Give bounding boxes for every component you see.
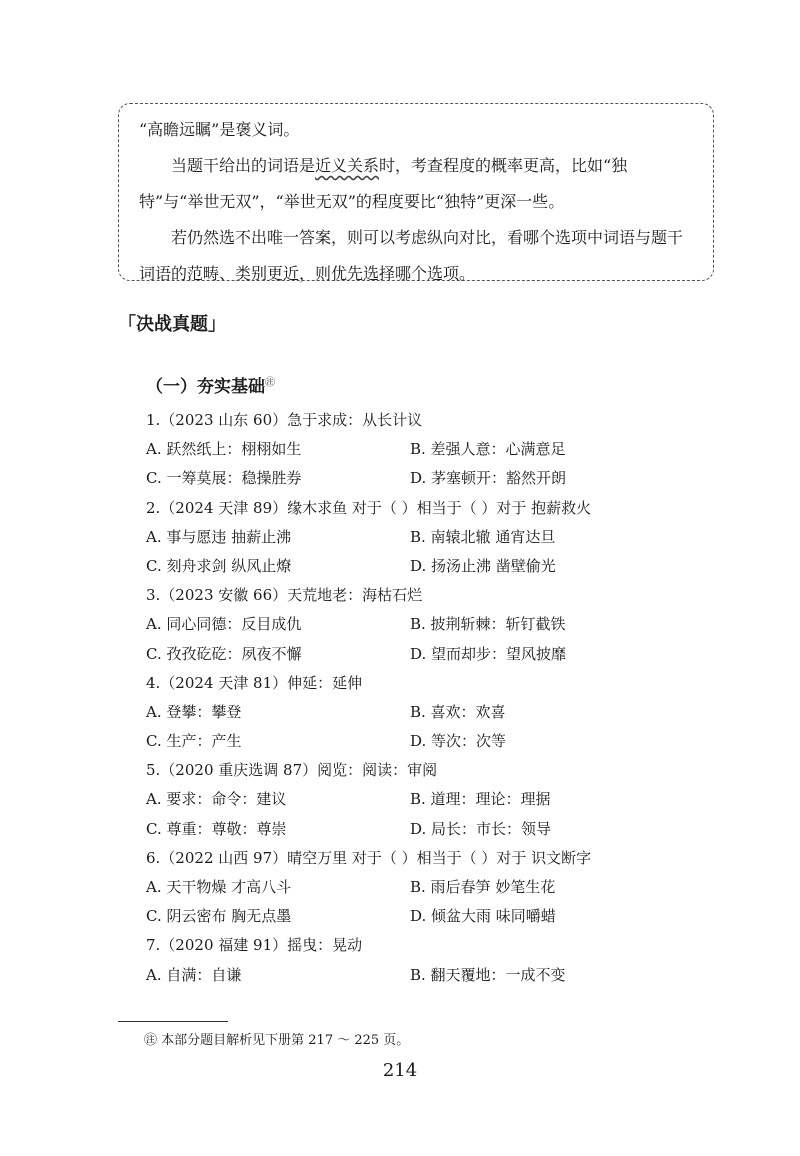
tip-paragraph-2 [139,148,691,220]
note-mark-icon: ㊟ [265,377,275,389]
tip-paragraph-1: “高瞻远瞩”是褒义词。 [139,120,300,139]
option-c: C. 孜孜矻矻：夙夜不懈 [146,644,302,663]
option-a: A. 自满：自谦 [146,965,242,984]
option-d: D. 望而却步：望风披靡 [410,644,567,663]
option-row [146,523,746,552]
question-stem: 1.（2023 山东 60）急于求成：从长计议 [146,411,423,429]
question-stem: 2.（2024 天津 89）缘木求鱼 对于（ ）相当于（ ）对于 抱薪救火 [146,498,592,517]
tip-emphasis: 近义关系 [315,156,380,175]
option-row [146,640,746,669]
question-list [146,406,746,990]
option-row [146,698,746,727]
subsection-title-text: （一）夯实基础 [146,377,265,397]
option-row [146,785,746,814]
section-title: 「决战真题」 [118,314,226,335]
option-a: A. 事与愿违 抽薪止沸 [146,527,292,546]
option-row [146,902,746,931]
question-stem: 7.（2020 福建 91）摇曳：晃动 [146,936,363,955]
page-number: 214 [382,1060,418,1081]
tip-paragraph-3: 若仍然选不出唯一答案，则可以考虑纵向对比，看哪个选项中词语与题干词语的范畴、类别更近，则优先选择哪个选项。 [139,228,684,283]
option-row [146,815,746,844]
footnote-text: 本部分题目解析见下册第 217 ～ 225 页。 [161,1033,410,1048]
tip-paragraph-2-suffix: 时，考查程度的概率更高，比如“独特”与“举世无双”，“举世无双”的程度要比“独特”更深一些。 [139,156,628,211]
option-row [146,873,746,902]
option-row [146,464,746,493]
option-b: B. 翻天覆地：一成不变 [410,965,566,984]
option-c: C. 一筹莫展：稳操胜券 [146,469,302,488]
option-d: D. 茅塞顿开：豁然开朗 [410,469,567,488]
option-row [146,727,746,756]
option-a: A. 登攀：攀登 [146,702,242,721]
option-row [146,435,746,464]
question-stem: 3.（2023 安徽 66）天荒地老：海枯石烂 [146,586,423,605]
question-stem: 6.（2022 山西 97）晴空万里 对于（ ）相当于（ ）对于 识文断字 [146,848,592,867]
option-b: B. 披荆斩棘：斩钉截铁 [410,615,566,634]
option-b: B. 喜欢：欢喜 [410,702,506,721]
question-stem: 5.（2020 重庆选调 87）阅览：阅读：审阅 [146,761,438,780]
option-c: C. 生产：产生 [146,732,242,751]
question-stem: 4.（2024 天津 81）伸延：延伸 [146,673,363,692]
footnote [144,1029,409,1048]
option-d: D. 等次：次等 [410,732,507,751]
option-b: B. 道理：理论：理据 [410,790,551,809]
option-c: C. 刻舟求剑 纵风止燎 [146,556,292,575]
option-row [146,610,746,639]
option-c: C. 阴云密布 胸无点墨 [146,907,292,926]
subsection-title [146,372,275,397]
option-row [146,961,746,990]
option-d: D. 倾盆大雨 味同嚼蜡 [410,907,556,926]
option-b: B. 差强人意：心满意足 [410,440,566,459]
option-a: A. 天干物燥 才高八斗 [146,878,292,896]
option-a: A. 跃然纸上：栩栩如生 [146,440,302,459]
note-mark-icon: ㊟ [144,1033,158,1048]
option-d: D. 扬汤止沸 凿壁偷光 [410,556,556,575]
tip-paragraph-2-prefix: 当题干给出的词语是 [171,156,316,175]
option-c: C. 尊重：尊敬：尊崇 [146,819,287,838]
option-b: B. 南辕北辙 通宵达旦 [410,527,556,546]
option-b: B. 雨后春笋 妙笔生花 [410,878,556,896]
option-a: A. 要求：命令：建议 [146,790,287,809]
option-row [146,552,746,581]
option-d: D. 局长：市长：领导 [410,819,552,838]
option-a: A. 同心同德：反目成仇 [146,615,302,634]
footnote-divider [118,1021,228,1022]
tip-box [118,103,714,281]
